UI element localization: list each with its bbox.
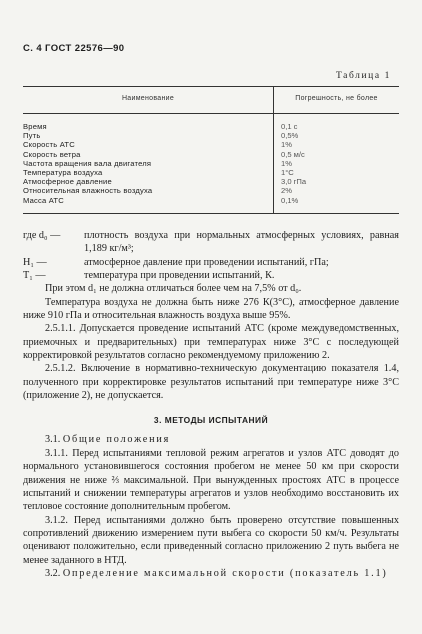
row-name: Скорость ветра: [23, 149, 81, 159]
definition-h1: [23, 256, 399, 269]
row-name: Относительная влажность воздуха: [23, 186, 153, 196]
definition-symbol: T₁ —: [23, 270, 46, 282]
subsection-3-2-heading: [23, 567, 399, 580]
row-value: 0,5%: [281, 131, 299, 141]
table-row: [23, 131, 399, 140]
row-name: Атмосферное давление: [23, 177, 112, 187]
row-value: 0,1%: [281, 195, 299, 205]
row-value: 0,5 м/с: [281, 149, 305, 159]
row-name: Частота вращения вала двигателя: [23, 158, 152, 168]
row-name: Скорость АТС: [23, 140, 75, 150]
table-row: [23, 186, 399, 195]
section-title: 3. МЕТОДЫ ИСПЫТАНИЙ: [153, 415, 269, 426]
table-header-name: Наименование: [121, 95, 175, 102]
spacer: [23, 402, 399, 412]
definition-text: плотность воздуха при нормальных атмосферных условиях, равная 1,189 кг/м³;: [84, 230, 399, 255]
table-row: [23, 122, 399, 131]
subsection-title: Общие положения: [62, 434, 171, 446]
row-name: Температура воздуха: [23, 167, 103, 177]
row-name: Масса АТС: [23, 195, 64, 205]
table-row: [23, 168, 399, 177]
row-name: Путь: [23, 131, 41, 141]
table-bottom-rule: [23, 213, 399, 214]
definition-symbol: где d₀ —: [23, 230, 61, 241]
definition-symbol: H₁ —: [23, 256, 47, 268]
subsection-number: 3.2.: [45, 567, 61, 579]
table-header-value: Погрешность, не более: [295, 95, 378, 102]
measurement-error-table: [23, 86, 399, 214]
table-row: [23, 150, 399, 159]
paragraph-3-1-1: 3.1.1. Перед испытаниями тепловой режим агрегатов и узлов АТС доводят до нормального установившегося состояния пробегом не менее 50 км при скорости движения не ниже ⅔ максимальной. При вынужденных простоях АТС в процессе испытаний и снижении температуры агрегатов и узлов необходимо восстановить их тепловое состояние дополнительным пробегом.: [23, 447, 399, 513]
row-value: 3,0 гПа: [281, 177, 307, 187]
paragraph-d1: При этом d₁ не должна отличаться более чем на 7,5% от d₀.: [45, 283, 302, 295]
row-value: 1%: [281, 140, 292, 150]
table-row: [23, 196, 399, 205]
row-value: 0,1 с: [281, 122, 298, 131]
paragraph-2-5-1-1: 2.5.1.1. Допускается проведение испытаний АТС (кроме междуведомственных, приемочных и предварительных) при температурах ниже 3°С с последующей корректировкой результатов согласно рекомендуемому приложению 2.: [23, 323, 399, 362]
row-value: 1°С: [281, 167, 294, 177]
paragraph-temperature: Температура воздуха не должна быть ниже 276 К(3°С), атмосферное давление ниже 910 гПа и относительная влажность воздуха выше 95%.: [23, 296, 399, 322]
subsection-title: Определение максимальной скорости (показатель 1.1): [62, 567, 388, 579]
paragraph-3-1-2: 3.1.2. Перед испытаниями должно быть проверено отсутствие повышенных сопротивлений движению измерением пути выбега со скорости 50 км/ч. Результаты оценивают положительно, если приведенный согласно приложению 2 путь выбега не менее заданного в НТД.: [23, 514, 399, 566]
table-row: [23, 177, 399, 186]
definition-text: атмосферное давление при проведении испытаний, гПа;: [84, 256, 329, 268]
body-text: [23, 229, 399, 580]
table-body: [23, 122, 399, 205]
subsection-number: 3.1.: [45, 434, 61, 446]
definition-d0: [23, 229, 399, 256]
subsection-3-1-heading: [23, 433, 399, 446]
definition-text: температура при проведении испытаний, К.: [84, 270, 275, 282]
row-name: Время: [23, 122, 47, 131]
table-header-rule: [23, 113, 399, 114]
table-caption: Таблица 1: [335, 71, 391, 81]
definition-t1: [23, 269, 399, 282]
page-header: С. 4 ГОСТ 22576—90: [23, 43, 125, 54]
paragraph-2-5-1-2: 2.5.1.2. Включение в нормативно-техническую документацию показателя 1.4, полученного при корректировке результатов испытаний при температуре ниже 3°С (приложение 2), не допускается.: [23, 363, 399, 402]
row-value: 1%: [281, 158, 292, 168]
table-top-rule: [23, 86, 399, 87]
table-row: [23, 140, 399, 149]
row-value: 2%: [281, 186, 292, 196]
table-row: [23, 159, 399, 168]
